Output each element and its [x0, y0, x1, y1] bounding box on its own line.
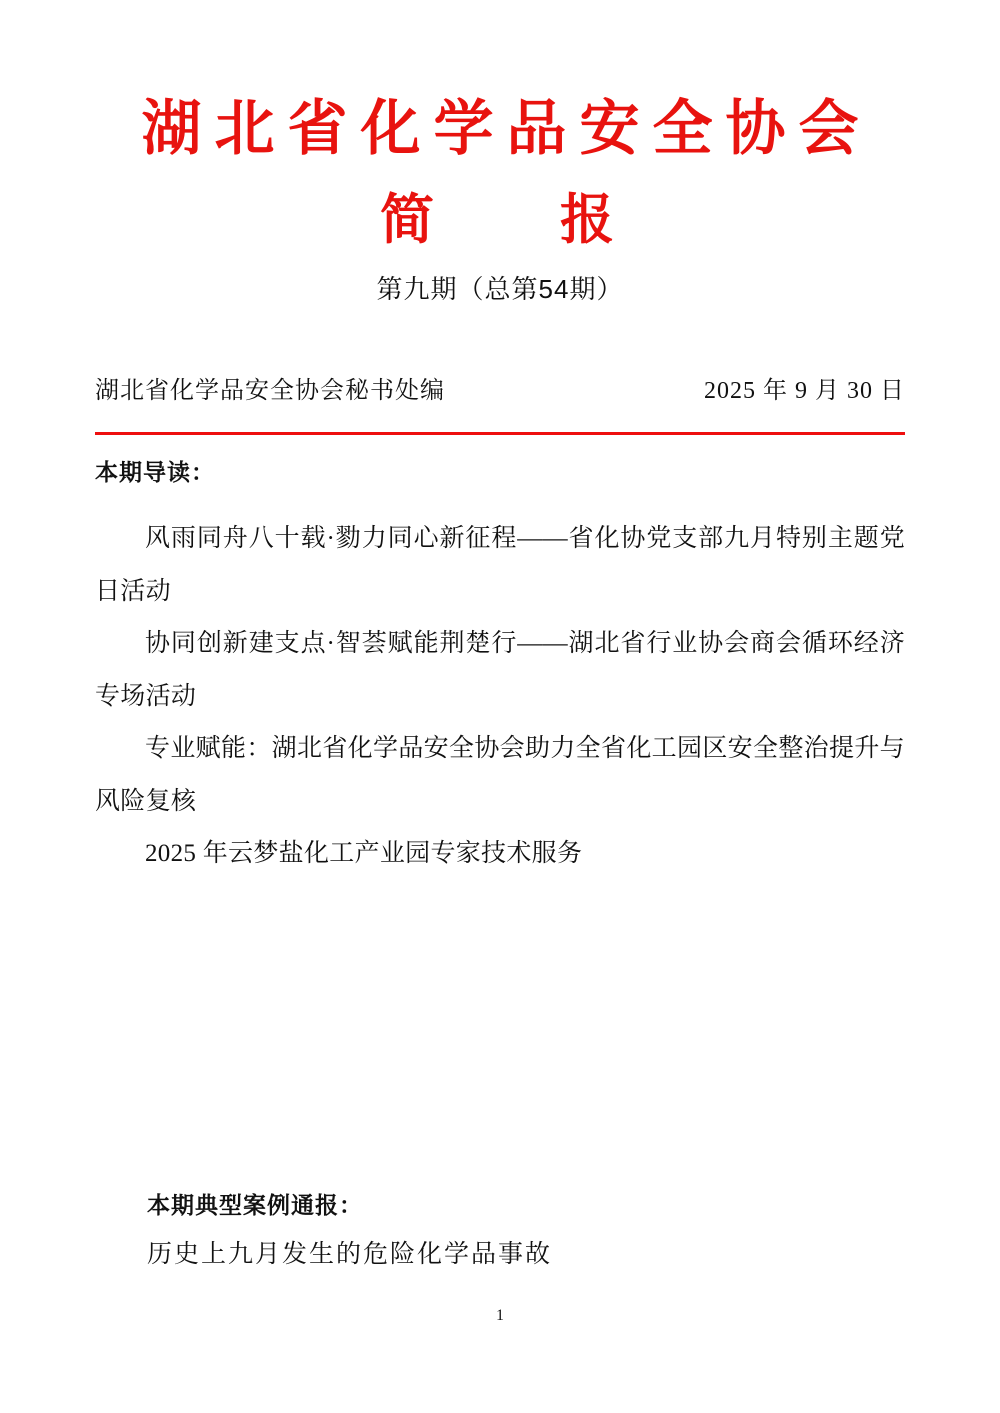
toc-item: 专业赋能：湖北省化学品安全协会助力全省化工园区安全整治提升与风险复核: [95, 735, 905, 815]
toc-item: 协同创新建支点·智荟赋能荆楚行——湖北省行业协会商会循环经济专场活动: [95, 630, 905, 710]
issue-number: 第九期（总第54期）: [376, 274, 624, 304]
bulletin-title: 简 报: [380, 190, 620, 250]
red-divider: [95, 432, 905, 435]
toc-heading: 本期导读：: [95, 459, 215, 485]
issue-date: 2025 年 9 月 30 日: [704, 378, 905, 404]
toc-list: [95, 513, 905, 881]
document-page: [95, 0, 905, 1413]
meta-row: [95, 374, 905, 408]
org-title: 湖北省化学品安全协会: [141, 96, 872, 162]
cases-item: 历史上九月发生的危险化学品事故: [147, 1240, 553, 1268]
toc-item: 风雨同舟八十载·勠力同心新征程——省化协党支部九月特别主题党日活动: [95, 525, 905, 605]
toc-item: 2025 年云梦盐化工产业园专家技术服务: [145, 840, 583, 867]
cases-section: [147, 1190, 905, 1281]
cases-heading: 本期典型案例通报：: [147, 1191, 363, 1218]
editor-credit: 湖北省化学品安全协会秘书处编: [95, 378, 445, 404]
page-number: 1: [496, 1307, 504, 1324]
